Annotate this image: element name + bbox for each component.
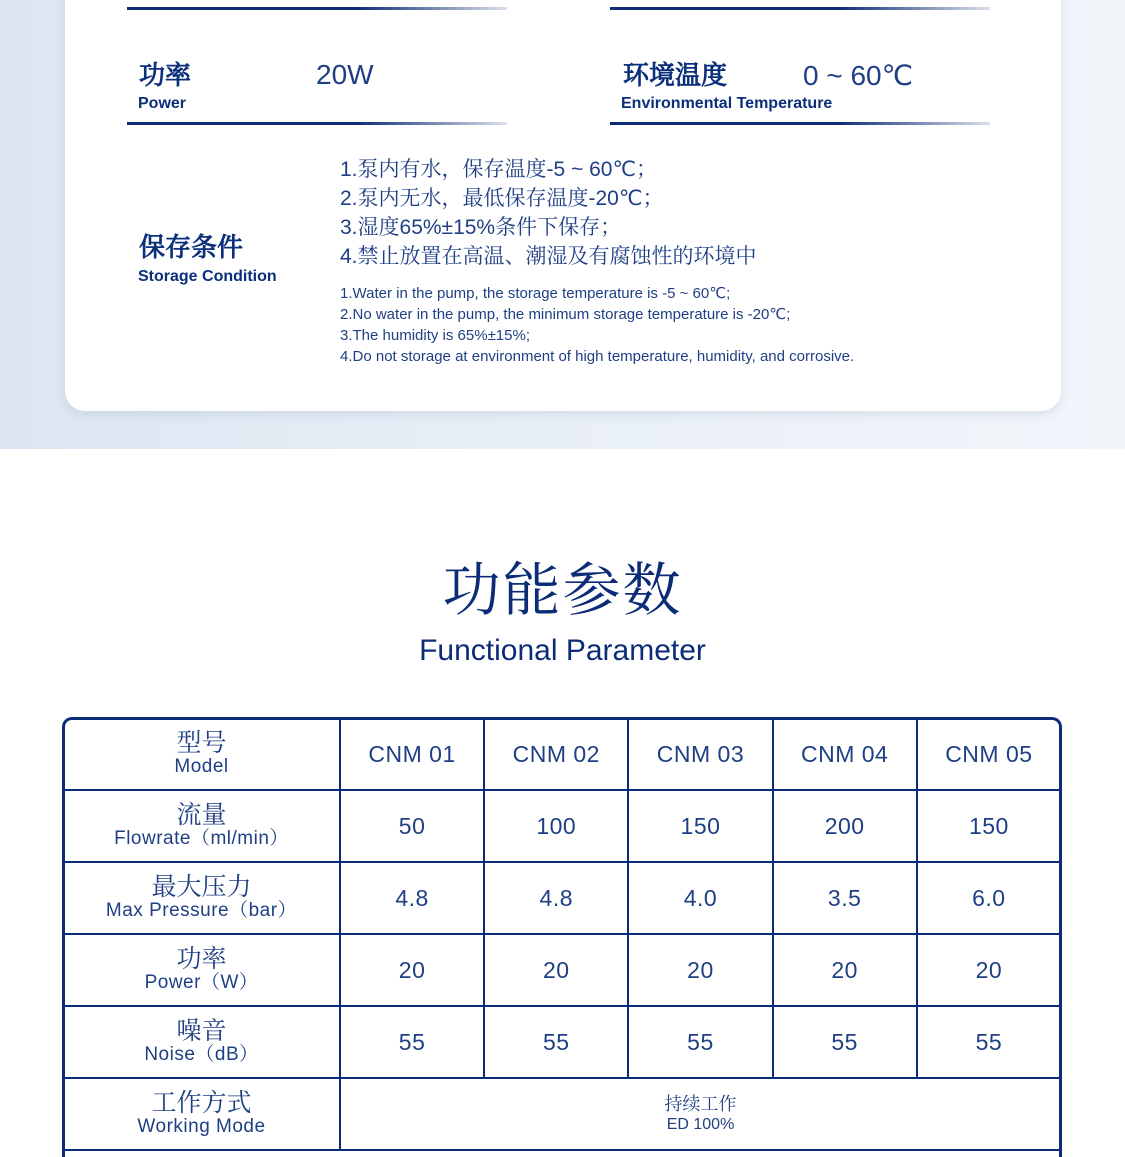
- section-subtitle: Functional Parameter: [419, 634, 706, 667]
- row-header-en: Max Pressure（bar）: [105, 899, 298, 921]
- table-cell: 20: [917, 934, 1061, 1006]
- divider-left-top: [127, 7, 507, 10]
- model-cell: CNM 04: [773, 718, 917, 790]
- row-header-cn: 流量: [176, 801, 227, 830]
- row-header-cn: 型号: [176, 729, 227, 758]
- table-row-flowrate: [63, 790, 1061, 862]
- row-header: [63, 862, 340, 934]
- table-cell: 200: [773, 790, 917, 862]
- working-mode-cn: 持续工作: [664, 1094, 737, 1115]
- model-cell: CNM 05: [917, 718, 1061, 790]
- storage-label-cn: 保存条件: [139, 232, 244, 262]
- divider-right-top: [610, 7, 990, 10]
- row-header-en: Noise（dB）: [144, 1043, 259, 1065]
- storage-label-en: Storage Condition: [138, 268, 277, 285]
- table-cell: 150: [628, 790, 772, 862]
- table-cell: 55: [773, 1006, 917, 1078]
- power-label-cn: 功率: [139, 60, 192, 90]
- working-mode-cell: [340, 1078, 1061, 1150]
- storage-line-en-1: 1.Water in the pump, the storage temperature is -5 ~ 60℃;: [340, 285, 731, 302]
- storage-line-cn-2: 2.泵内无水，最低保存温度-20℃；: [340, 187, 664, 210]
- power-label-en: Power: [138, 95, 187, 112]
- params-table: [62, 717, 1062, 1157]
- table-cell: 4.0: [628, 862, 772, 934]
- storage-line-en-3: 3.The humidity is 65%±15%;: [340, 327, 530, 344]
- table-row-model: [63, 718, 1061, 790]
- table-cell: 4.8: [484, 862, 628, 934]
- row-header-en: Model: [174, 755, 229, 777]
- storage-line-cn-1: 1.泵内有水，保存温度-5 ~ 60℃；: [340, 158, 658, 181]
- table-cell: 150: [917, 790, 1061, 862]
- model-cell: CNM 01: [340, 718, 484, 790]
- row-header-cn: 噪音: [176, 1017, 227, 1046]
- temperature-label-en: Environmental Temperature: [621, 95, 833, 112]
- row-header: [63, 1078, 340, 1150]
- row-header-cn: 工作方式: [151, 1089, 252, 1118]
- table-cell: 20: [628, 934, 772, 1006]
- storage-line-en-4: 4.Do not storage at environment of high temperature, humidity, and corrosive.: [340, 348, 855, 365]
- storage-line-cn-4: 4.禁止放置在高温、潮湿及有腐蚀性的环境中: [340, 245, 757, 268]
- table-cell: 20: [340, 934, 484, 1006]
- section-title: 功能参数: [442, 558, 683, 623]
- table-row-working-mode: [63, 1078, 1061, 1150]
- divider-temperature: [610, 122, 990, 125]
- table-cell: 55: [484, 1006, 628, 1078]
- row-header: [63, 718, 340, 790]
- table-cell: 20: [484, 934, 628, 1006]
- table-cell: 3.5: [773, 862, 917, 934]
- row-header: [63, 1006, 340, 1078]
- storage-line-cn-3: 3.湿度65%±15%条件下保存；: [340, 216, 622, 239]
- power-value: 20W: [316, 59, 374, 90]
- row-header-cn: 最大压力: [151, 873, 252, 902]
- row-header-en: Working Mode: [137, 1115, 266, 1137]
- table-row-max-pressure: [63, 862, 1061, 934]
- model-cell: CNM 03: [628, 718, 772, 790]
- row-header: [63, 934, 340, 1006]
- table-cell: 50: [340, 790, 484, 862]
- row-header-en: Power（W）: [144, 971, 259, 993]
- table-cell: 55: [340, 1006, 484, 1078]
- row-header-cn: 功率: [176, 945, 227, 974]
- table-row-noise: [63, 1006, 1061, 1078]
- divider-power: [127, 122, 507, 125]
- table-cell: 55: [917, 1006, 1061, 1078]
- table-row-power: [63, 934, 1061, 1006]
- storage-line-en-2: 2.No water in the pump, the minimum storage temperature is -20℃;: [340, 306, 791, 323]
- temperature-value: 0 ~ 60℃: [803, 60, 914, 91]
- row-header: [63, 790, 340, 862]
- table-cell: 4.8: [340, 862, 484, 934]
- table-cell: 6.0: [917, 862, 1061, 934]
- table-cell: 20: [773, 934, 917, 1006]
- model-cell: CNM 02: [484, 718, 628, 790]
- table-cell: 55: [628, 1006, 772, 1078]
- row-header-en: Flowrate（ml/min）: [114, 827, 289, 849]
- table-cell: 100: [484, 790, 628, 862]
- working-mode-en: ED 100%: [666, 1116, 735, 1133]
- temperature-label-cn: 环境温度: [623, 60, 728, 90]
